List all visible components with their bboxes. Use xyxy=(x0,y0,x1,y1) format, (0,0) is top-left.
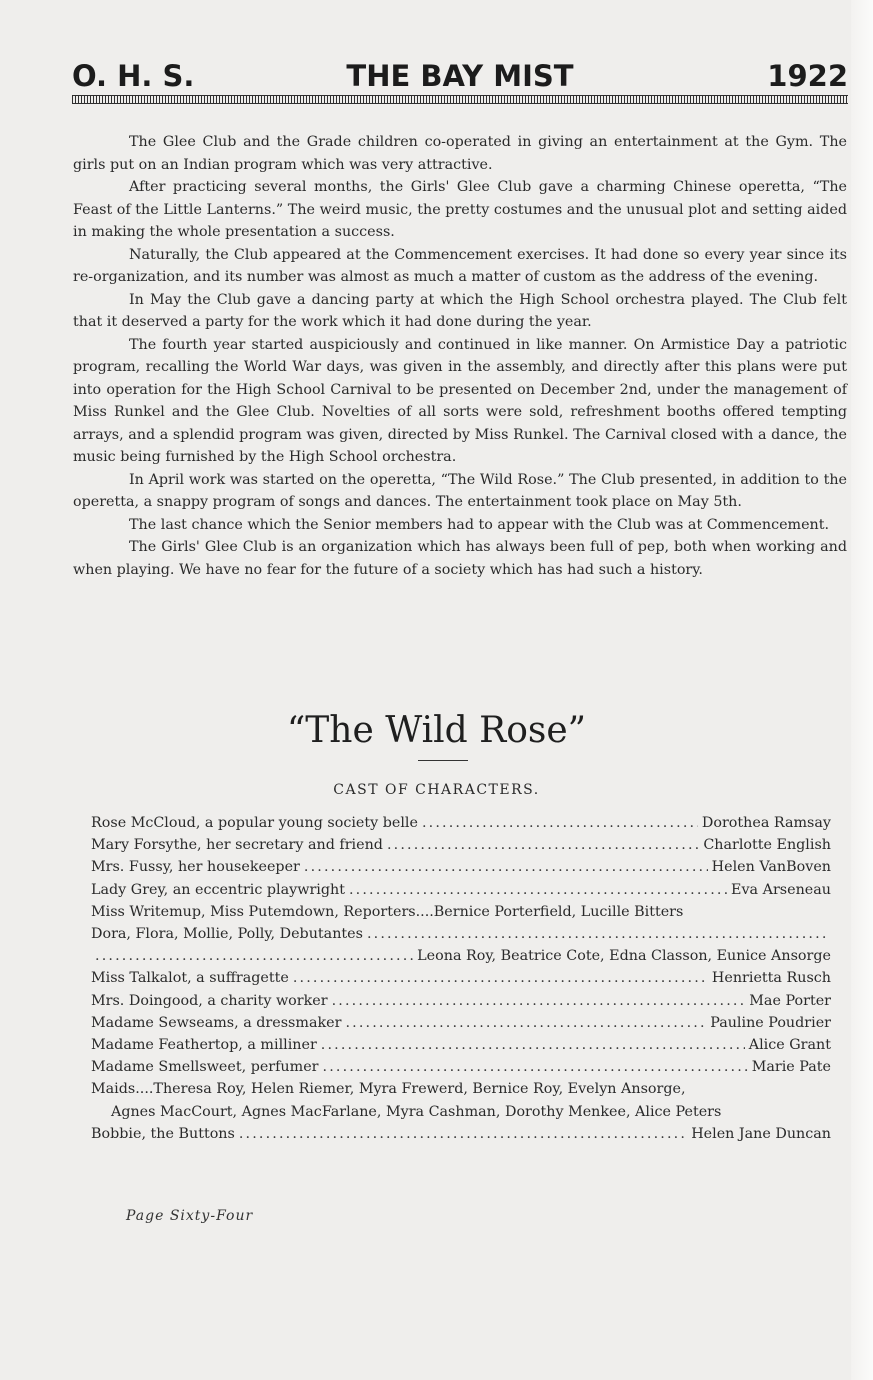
cast-role: Madame Smellsweet, perfumer xyxy=(91,1059,319,1076)
paragraph: The Girls' Glee Club is an organization which has always been full of pep, both when working and when playing. We have no fear for the future of a society which has had such a history. xyxy=(73,539,847,578)
cast-actor: Eva Arseneau xyxy=(731,881,831,898)
paragraph: The fourth year started auspiciously and continued in like manner. On Armistice Day a patriotic program, recalling the World War days, was given in the assembly, and directly after this plans were put into operation for the High School Carnival to be presented on December 2nd, under the management of Miss Runkel and the Glee Club. Novelties of all sorts were sold, refreshment booths offered tempting arrays, and a splendid program was given, directed by Miss Runkel. The Carnival closed with a dance, the music being furnished by the High School orchestra. xyxy=(73,336,847,465)
cast-role: Rose McCloud, a popular young society belle xyxy=(91,815,418,831)
page-edge xyxy=(851,0,873,1380)
cast-actor: Helen Jane Duncan xyxy=(691,1125,831,1142)
cast-row xyxy=(91,1123,831,1145)
cast-role: Miss Talkalot, a suffragette xyxy=(91,970,289,987)
cast-actor: Helen VanBoven xyxy=(711,859,831,876)
cast-role: Madame Feathertop, a milliner xyxy=(91,1037,317,1054)
cast-actor: Pauline Poudrier xyxy=(710,1014,831,1031)
leader-dots xyxy=(239,1123,687,1145)
operetta-title: “The Wild Rose” xyxy=(286,710,587,751)
paragraph: The last chance which the Senior members had to appear with the Club was at Commencement. xyxy=(129,516,830,533)
paragraph: In May the Club gave a dancing party at which the High School orchestra played. The Club felt that it deserved a party for the work which it had done during the year. xyxy=(73,291,847,330)
leader-dots xyxy=(367,923,827,945)
paragraph: Naturally, the Club appeared at the Commencement exercises. It had done so every year since its re-organization, and its number was almost as much a matter of custom as the address of the evening. xyxy=(73,246,847,285)
cast-row xyxy=(91,1012,831,1034)
cast-actor: Mae Porter xyxy=(749,992,831,1009)
header-school: O. H. S. xyxy=(72,59,195,93)
cast-role: Madame Sewseams, a dressmaker xyxy=(91,1014,342,1031)
cast-role: Lady Grey, an eccentric playwright xyxy=(91,881,345,898)
title-rule xyxy=(418,760,468,761)
cast-actor: Henrietta Rusch xyxy=(711,970,831,987)
cast-role: Maids....Theresa Roy, Helen Riemer, Myra Frewerd, Bernice Roy, Evelyn Ansorge, xyxy=(91,1081,686,1098)
cast-row xyxy=(91,1078,831,1100)
cast-row xyxy=(91,967,831,989)
header-title: THE BAY MIST xyxy=(346,59,574,93)
header-year: 1922 xyxy=(767,59,848,93)
cast-role: Mrs. Doingood, a charity worker xyxy=(91,992,328,1009)
cast-row xyxy=(91,879,831,901)
cast-row xyxy=(91,1056,831,1078)
cast-actor: Dorothea Ramsay xyxy=(701,815,831,831)
cast-actor: Alice Grant xyxy=(748,1037,831,1054)
cast-row xyxy=(91,812,831,834)
leader-dots xyxy=(345,1012,706,1034)
cast-actor: Charlotte English xyxy=(703,837,831,854)
cast-actor: Marie Pate xyxy=(751,1059,831,1076)
cast-row xyxy=(91,923,831,945)
running-header xyxy=(72,58,848,94)
leader-dots xyxy=(304,856,708,878)
leader-dots xyxy=(349,879,727,901)
leader-dots xyxy=(332,990,746,1012)
cast-role: Agnes MacCourt, Agnes MacFarlane, Myra Cashman, Dorothy Menkee, Alice Peters xyxy=(111,1103,722,1120)
cast-row xyxy=(91,945,831,967)
cast-role: Dora, Flora, Mollie, Polly, Debutantes xyxy=(91,926,363,943)
cast-row xyxy=(91,856,831,878)
cast-row xyxy=(91,1034,831,1056)
article-body xyxy=(73,131,847,581)
paragraph: In April work was started on the operetta, “The Wild Rose.” The Club presented, in addition to the operetta, a snappy program of songs and dances. The entertainment took place on May 5th. xyxy=(73,471,847,510)
leader-dots xyxy=(323,1056,748,1078)
paragraph: After practicing several months, the Girls' Glee Club gave a charming Chinese operetta, “The Feast of the Little Lanterns.” The weird music, the pretty costumes and the unusual plot and setting aided in making the whole presentation a success. xyxy=(73,179,847,240)
cast-actor: Leona Roy, Beatrice Cote, Edna Classon, Eunice Ansorge xyxy=(417,948,831,965)
leader-dots xyxy=(422,812,698,834)
cast-role: Bobbie, the Buttons xyxy=(91,1125,235,1142)
cast-heading: CAST OF CHARACTERS. xyxy=(333,782,540,798)
header-rule xyxy=(72,95,848,104)
paragraph: The Glee Club and the Grade children co-operated in giving an entertainment at the Gym. The girls put on an Indian program which was very attractive. xyxy=(73,134,847,173)
leader-dots xyxy=(387,834,699,856)
leader-dots xyxy=(321,1034,745,1056)
cast-role: Mrs. Fussy, her housekeeper xyxy=(91,859,300,876)
cast-role: Miss Writemup, Miss Putemdown, Reporters....Bernice Porterfield, Lucille Bitters xyxy=(91,903,684,920)
cast-row xyxy=(91,901,831,923)
page-number: Page Sixty-Four xyxy=(126,1208,254,1224)
leader-dots xyxy=(293,967,708,989)
leader-dots xyxy=(95,945,413,967)
cast-row xyxy=(91,990,831,1012)
cast-row xyxy=(91,834,831,856)
cast-row xyxy=(91,1101,831,1123)
cast-list xyxy=(91,812,831,1145)
cast-role: Mary Forsythe, her secretary and friend xyxy=(91,837,383,854)
